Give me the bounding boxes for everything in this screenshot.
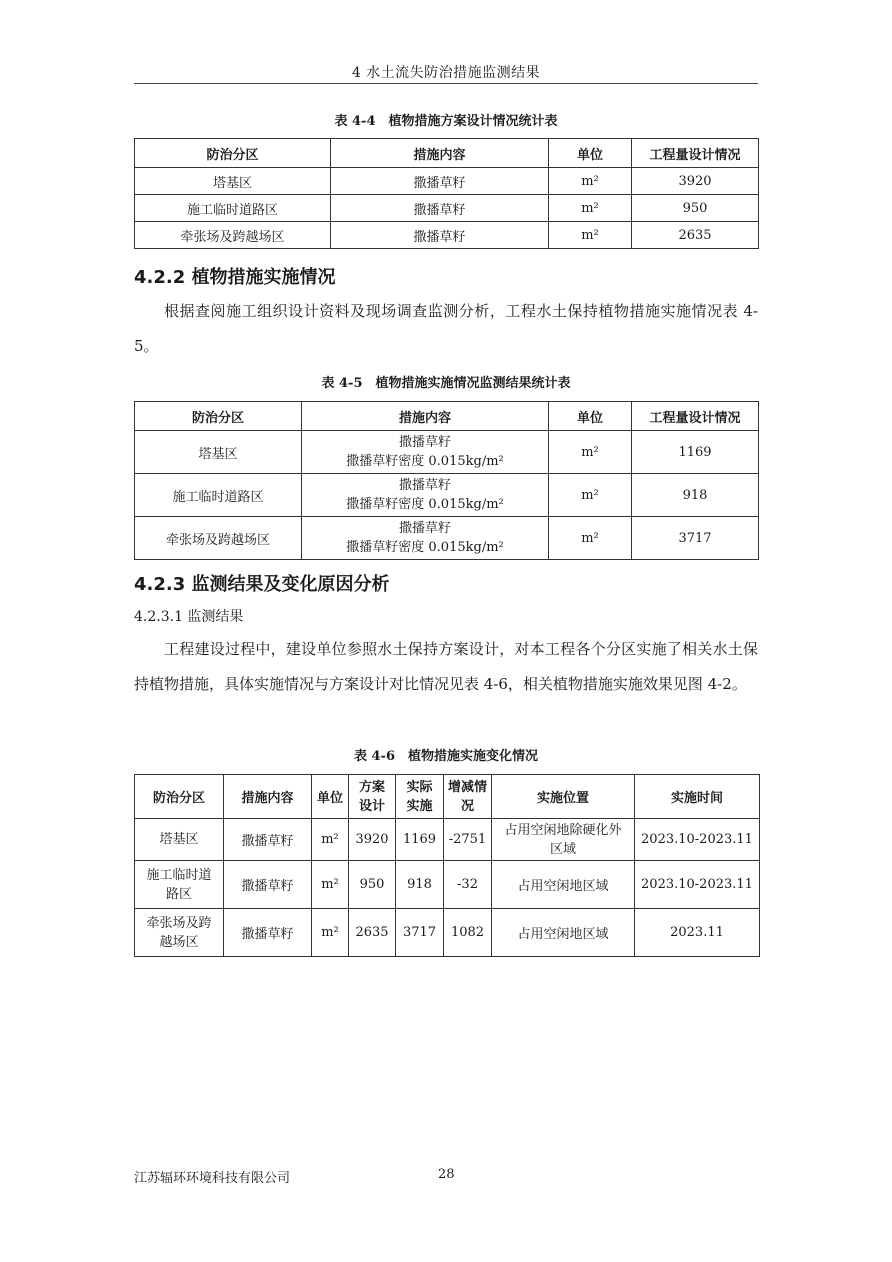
cell: 3920 bbox=[632, 168, 759, 195]
running-header: 4 水土流失防治措施监测结果 bbox=[351, 65, 541, 81]
cell: 塔基区 bbox=[135, 168, 331, 195]
col-header: 工程量设计情况 bbox=[632, 402, 759, 431]
cell-line: 撒播草籽密度 0.015kg/m² bbox=[346, 497, 504, 512]
cell-line: 设计 bbox=[358, 798, 385, 814]
cell: m² bbox=[549, 195, 632, 222]
cell: 撒播草籽 bbox=[331, 168, 549, 195]
footer-company: 江苏辐环环境科技有限公司 bbox=[134, 1171, 291, 1186]
paragraph: 工程建设过程中，建设单位参照水土保持方案设计，对本工程各个分区实施了相关水土保持植物措施，具体实施情况与方案设计对比情况见表 4-6，相关植物措施实施效果见图 4-2。 bbox=[134, 640, 758, 693]
cell: m² bbox=[312, 861, 349, 909]
cell: m² bbox=[312, 909, 349, 957]
cell: m² bbox=[549, 168, 632, 195]
cell-line: 增减情 bbox=[447, 779, 487, 795]
col-header: 措施内容 bbox=[224, 775, 312, 819]
cell: 施工临时道路区 bbox=[135, 474, 302, 517]
cell: 2023.11 bbox=[635, 909, 760, 957]
col-header: 单位 bbox=[312, 775, 349, 819]
table-row bbox=[135, 861, 760, 909]
cell: 撒播草籽 bbox=[331, 195, 549, 222]
cell: m² bbox=[549, 474, 632, 517]
cell-line: 方案 bbox=[358, 779, 385, 795]
cell: m² bbox=[312, 819, 349, 861]
cell-line: 占用空闲地除硬化外 bbox=[504, 822, 622, 838]
cell-line: 实施 bbox=[406, 798, 433, 814]
cell-line: 撒播草籽 bbox=[398, 478, 451, 493]
table-header-row bbox=[135, 139, 759, 168]
cell: 撒播草籽 bbox=[224, 909, 312, 957]
table-4-6-caption: 表 4-6 植物措施实施变化情况 bbox=[353, 749, 538, 764]
cell-line: 况 bbox=[460, 798, 474, 814]
col-header: 单位 bbox=[549, 402, 632, 431]
section-heading-4-2-2: 4.2.2 植物措施实施情况 bbox=[134, 267, 336, 288]
table-4-6 bbox=[134, 774, 760, 957]
cell: 撒播草籽 bbox=[224, 819, 312, 861]
cell: 塔基区 bbox=[135, 431, 302, 474]
cell: 3920 bbox=[349, 819, 396, 861]
table-row bbox=[135, 168, 759, 195]
cell: 3717 bbox=[632, 517, 759, 560]
col-header: 防治分区 bbox=[135, 402, 302, 431]
col-header: 工程量设计情况 bbox=[632, 139, 759, 168]
cell bbox=[302, 431, 549, 474]
cell-line: 撒播草籽 bbox=[398, 435, 451, 450]
table-row bbox=[135, 431, 759, 474]
cell: -32 bbox=[444, 861, 492, 909]
table-header-row bbox=[135, 775, 760, 819]
table-row bbox=[135, 195, 759, 222]
section-heading-4-2-3: 4.2.3 监测结果及变化原因分析 bbox=[134, 574, 390, 595]
cell: 918 bbox=[396, 861, 444, 909]
table-4-5-caption: 表 4-5 植物措施实施情况监测结果统计表 bbox=[321, 376, 571, 391]
col-header: 防治分区 bbox=[135, 775, 224, 819]
col-header: 实施位置 bbox=[492, 775, 635, 819]
cell bbox=[302, 474, 549, 517]
cell: 2635 bbox=[349, 909, 396, 957]
paragraph: 根据查阅施工组织设计资料及现场调查监测分析，工程水土保持植物措施实施情况表 4-5。 bbox=[134, 302, 758, 355]
cell: 占用空闲地区域 bbox=[492, 861, 635, 909]
cell: 牵张场及跨越场区 bbox=[135, 222, 331, 249]
cell-line: 塔基区 bbox=[159, 832, 199, 847]
cell-line: 撒播草籽密度 0.015kg/m² bbox=[346, 454, 504, 469]
cell bbox=[492, 819, 635, 861]
cell bbox=[135, 861, 224, 909]
cell: 1169 bbox=[396, 819, 444, 861]
cell: 918 bbox=[632, 474, 759, 517]
cell bbox=[135, 909, 224, 957]
table-row bbox=[135, 909, 760, 957]
cell: 950 bbox=[632, 195, 759, 222]
cell: 1082 bbox=[444, 909, 492, 957]
page-number: 28 bbox=[438, 1167, 455, 1182]
cell: m² bbox=[549, 431, 632, 474]
table-row bbox=[135, 517, 759, 560]
cell-line: 区域 bbox=[549, 841, 576, 857]
table-row bbox=[135, 474, 759, 517]
cell: 撒播草籽 bbox=[331, 222, 549, 249]
cell: 撒播草籽 bbox=[224, 861, 312, 909]
cell bbox=[135, 819, 224, 861]
table-row bbox=[135, 819, 760, 861]
col-header: 措施内容 bbox=[331, 139, 549, 168]
table-4-4-caption: 表 4-4 植物措施方案设计情况统计表 bbox=[334, 114, 558, 129]
cell: 2635 bbox=[632, 222, 759, 249]
cell-line: 越场区 bbox=[159, 934, 199, 950]
col-header: 措施内容 bbox=[302, 402, 549, 431]
table-row bbox=[135, 222, 759, 249]
cell-line: 撒播草籽 bbox=[398, 521, 451, 536]
cell bbox=[302, 517, 549, 560]
cell: 3717 bbox=[396, 909, 444, 957]
cell: 2023.10-2023.11 bbox=[635, 819, 760, 861]
table-4-5 bbox=[134, 401, 759, 560]
col-header bbox=[444, 775, 492, 819]
cell: 牵张场及跨越场区 bbox=[135, 517, 302, 560]
col-header: 单位 bbox=[549, 139, 632, 168]
cell: 1169 bbox=[632, 431, 759, 474]
cell-line: 路区 bbox=[165, 886, 192, 902]
col-header bbox=[349, 775, 396, 819]
cell: 2023.10-2023.11 bbox=[635, 861, 760, 909]
table-header-row bbox=[135, 402, 759, 431]
header-rule bbox=[134, 83, 758, 84]
col-header bbox=[396, 775, 444, 819]
table-4-4 bbox=[134, 138, 759, 249]
cell: 950 bbox=[349, 861, 396, 909]
cell: 占用空闲地区域 bbox=[492, 909, 635, 957]
cell-line: 牵张场及跨 bbox=[146, 915, 212, 931]
cell: m² bbox=[549, 517, 632, 560]
cell-line: 施工临时道 bbox=[146, 867, 212, 883]
col-header: 实施时间 bbox=[635, 775, 760, 819]
cell: 施工临时道路区 bbox=[135, 195, 331, 222]
subsection-heading: 4.2.3.1 监测结果 bbox=[134, 609, 244, 625]
col-header: 防治分区 bbox=[135, 139, 331, 168]
cell: m² bbox=[549, 222, 632, 249]
cell-line: 撒播草籽密度 0.015kg/m² bbox=[346, 540, 504, 555]
cell: -2751 bbox=[444, 819, 492, 861]
cell-line: 实际 bbox=[406, 779, 433, 795]
